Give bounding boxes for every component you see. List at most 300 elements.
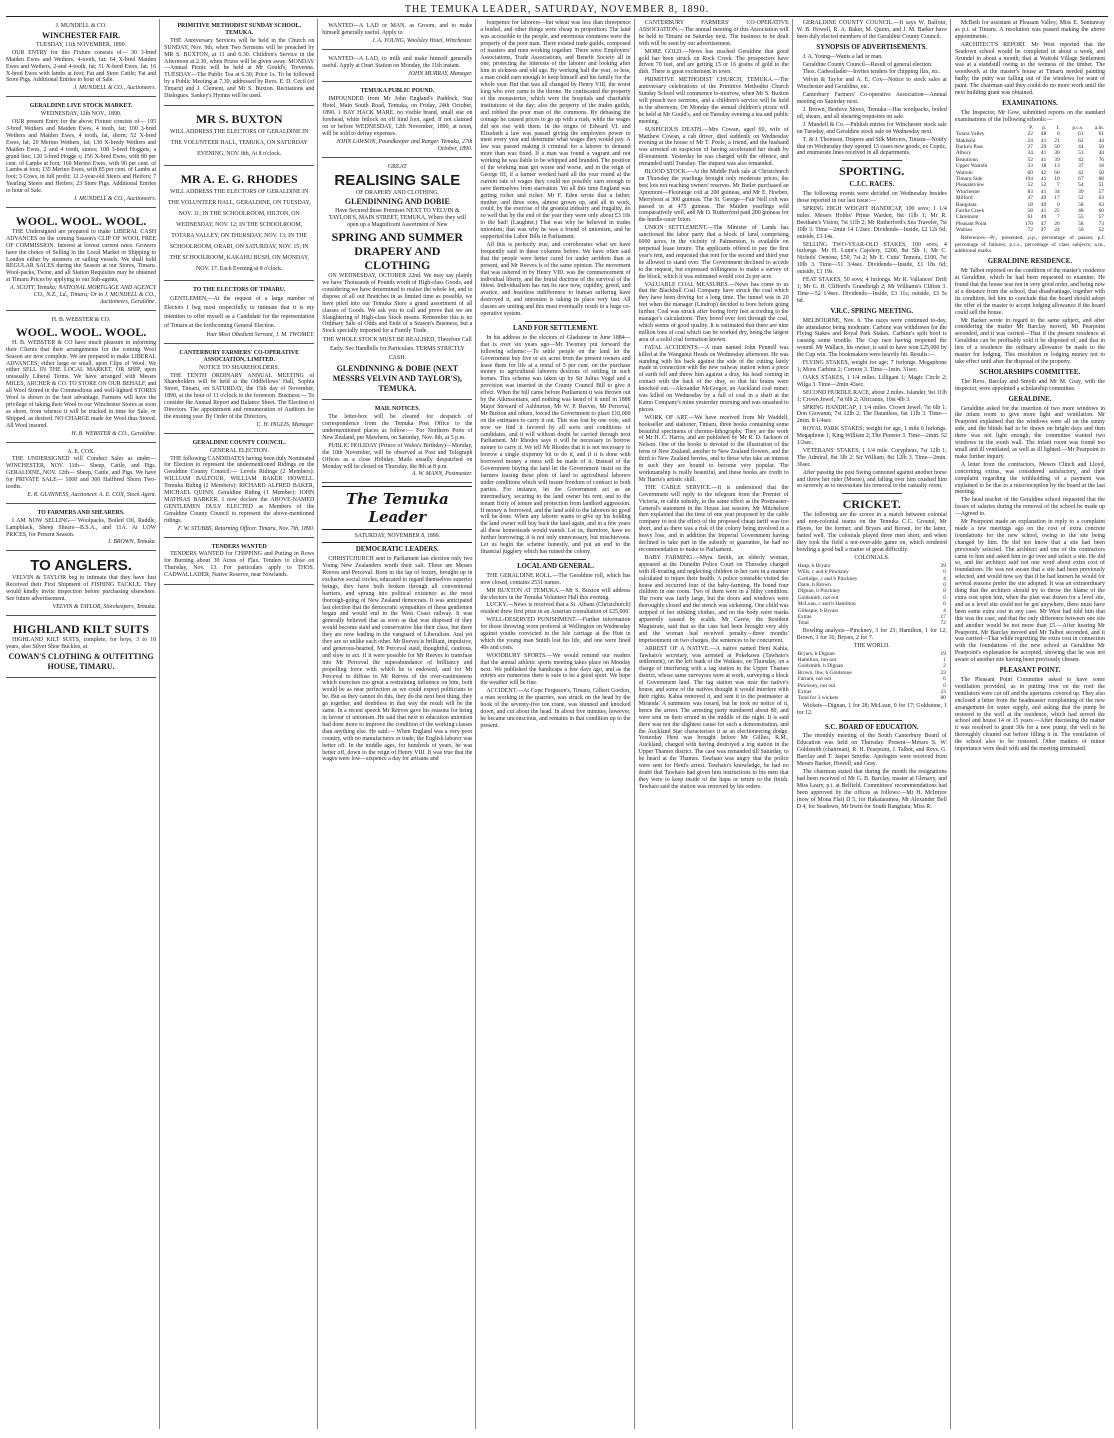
ad-county-council	[164, 436, 314, 538]
school-cell: Claremont	[955, 214, 979, 221]
news-item: WELL-DESERVED PUNISHMENT.—Further information for those throwing worn proferral at Wellington on Wednesday against youths convicted in the Isle carriage at the Hutt in which the young man Smith lost his life, and one were fined 40s and costs.	[480, 617, 631, 651]
score-cell: 57	[1098, 214, 1104, 221]
race-report: ROYAL PARK STAKES; weight for age, 1 mile 6 furlongs. Megaphone 1; King William 2; The Pioneer 3. Time—2min. 52 1/2sec.	[796, 426, 947, 447]
news-item: WOODBURY SPORTS.—We would remind our readers that the annual athletic sports meeting takes place on Monday next. We published the handicaps a few days ago, and as the entries are numerous there is sure to be a good sport. We hope the weather will be fine.	[480, 652, 631, 687]
score-cell: 58	[1078, 220, 1084, 227]
school-cell: Rangitata	[955, 201, 977, 208]
batsman-cell: Heap, b Bryars	[797, 562, 831, 569]
score-cell: 83	[1027, 188, 1033, 195]
ad-title: WINCHESTER FAIR.	[42, 30, 121, 40]
ad-body: WANTED—A LAD or MAN, as Groom, and to make himself generally useful. Apply to	[322, 23, 473, 36]
editorial-title: DEMOCRATIC LEADERS.	[355, 546, 439, 554]
news-item: ACCIDENT.—At Cope Ferguson's, Timaru, Gilbert Gordon, a man working in the quarries, was struck on the head by the hook of the seventy-five ton crane, was stunned and knocked down, and cut about the head. In about five minutes, however, he became unconscious, and remains in that condition up to the present.	[480, 688, 631, 729]
team-title: THE WORLD.	[853, 642, 890, 649]
exam-header-cell: a.m.	[1094, 124, 1104, 131]
news-item: CANTERBURY FARMERS' CO-OPERATIVE ASSOCIATION.—The annual meeting of this Association will be held in Timaru on Saturday next. The business to be dealt with will be seen by our advertisement.	[638, 20, 789, 47]
section-title: LAND FOR SETTLEMENT.	[512, 324, 599, 332]
section-body: The letter-box will be cleared for despatch of correspondence from the Temuka Post Office to the undermentioned places as follow:— For Northern Ports of New Zealand, per Mawhera, on Saturday, Nov. 8th, at 5 p.m.	[322, 414, 473, 441]
score-cell: 61	[1098, 131, 1104, 138]
race-report: OAKS STAKES, 1 1/4 miles. Lilligant 1; Magic Circle 2; Wilga 3. Time—2min 43sec.	[796, 374, 947, 388]
score-cell: 63	[1098, 195, 1104, 202]
section-title: PLEASANT POINT.	[999, 667, 1061, 675]
score-cell: 34	[1054, 188, 1060, 195]
columns	[6, 19, 1108, 1429]
score-cell: 33	[1027, 163, 1033, 170]
news-item: MR BUXTON AT TEMUKA.—Mr S. Buxton will address the electors in the Temuka Volunteer Hall this evening.	[480, 587, 631, 601]
runs-cell: 8	[943, 588, 946, 595]
article-body: The monthly meeting of the South Canterbury Board of Education was held on Thursday. Present—Messrs S. W. Goldsmith (chairman), R. H. Pearpoint, J. Talbot, and Revs. G. Barclay and T. Jasper Smythe. Apologies were received from Messrs Barker, Howell, and Gray.	[796, 733, 947, 768]
section-title: GERALDINE RESIDENCE.	[987, 258, 1073, 266]
ad-title-2: SPRING AND SUMMER DRAPERY AND CLOTHING	[331, 230, 464, 273]
runs-cell: 80	[940, 695, 946, 702]
ad-buxton	[164, 108, 314, 166]
divider	[842, 493, 902, 494]
score-cell: 47	[1040, 220, 1047, 227]
runs-cell: 0	[943, 569, 946, 576]
score-cell: 52	[1098, 227, 1104, 234]
score-cell: 49	[1040, 201, 1047, 208]
ad-title: REALISING SALE	[334, 171, 461, 189]
ad-firm: GLENDINNING AND DOBIE	[344, 197, 450, 207]
ad-title: TO THE ELECTORS OF TIMARU.	[192, 286, 286, 293]
ad-body: WILL ADDRESS THE ELECTORS OF GERALDINE IN THE VOLUNTEER HALL, TEMUKA, ON SATURDAY EVENING, NOV. 8th, At 8 o'clock.	[170, 128, 309, 157]
score-cell: 0	[1056, 131, 1060, 138]
batsman-cell: Total	[797, 620, 809, 627]
subsection-title: C.J.C. RACES.	[849, 181, 895, 189]
editorial-continued: All this is perfectly true, and corroborates what we have frequently said in these columns before. We have often said that the people were better cared for under serfdom than at present, and Mr Reeves is of the same opinion. The movement that was ushered in by Henry VIII. was the commencement of individual liberty, and the brutal doctrine of the survival of the fittest. Individualism has run its race now, cupidity, greed, and avarice, and heartless indifference to human suffering have destroyed it, and unionism is taking its place very fast. All classes are uniting and this must eventually result in a huge co-operative system.	[480, 242, 631, 318]
news-item: WORK OF ART.—We have received from Mr Waddell, bookseller and stationer, Timaru, three books containing some beautiful specimens of chromo-lithography. They are the work of Mr H. C. Harris, and are published by Mr R. D. Jackson of Nelson. One of the books is devoted to the illustration of the ferns of New Zealand, another to New Zealand flowers, and the third to New Zealand berries, and to those who take an interest in such they are bound to become very popular. The workmanship is really beautiful, and these books are credit to Mr Harris's artistic skill.	[638, 414, 789, 483]
bowling-analysis: Wickets—Dignan, 1 for 28; McLean, 0 for 17; Goldstone, 1 for 12.	[796, 702, 947, 716]
divider	[842, 720, 902, 721]
ad-public-pound	[322, 84, 472, 157]
score-cell: 42	[1040, 169, 1047, 176]
ad-title: HIGHLAND KILT SUITS	[13, 621, 150, 636]
score-cell: 27	[1027, 143, 1033, 150]
score-cell: 42	[1078, 156, 1084, 163]
ad-signature: GLENDINNING & DOBIE (NEXT MESSRS VELVIN AND TAYLOR'S), TEMUKA.	[332, 364, 462, 394]
ad-body-2: ON WEDNESDAY, OCTOBER 22nd. We may say plainly we have Thousands of Pounds worth of High-class Goods, and considering we have determined to realise the whole lot, and to dispose of all our Branches in as limited time as possible, we have piled into our Temuka Store a grand assortment of all classes of Goods. We ask you to call and prove that we are Slaughtering of High-class Stock means. Remember this is no Ordinary Sale of Odds and Ends of a Season's Business, but a Stock specially imported for a Family Trade.	[322, 273, 473, 335]
ad-electors-timaru	[164, 283, 314, 344]
score-cell: 57	[1098, 188, 1104, 195]
editorial-body: CHRISTCHURCH sent to Parliament last election only two Young New Zealanders worth their salt. These are Messrs Reeves and Perceval. Born in the lap of luxury, brought up in exclusive social circles, educated to regard themselves superior beings, they have both broken through all conventional barriers, and sprung into political existence as the most thorough-going of New Zealand democrats. It was anticipated last election that the democratic sympathies of these gentlemen began and would end in the West Coast railway. It was generally believed that as soon as that was disposed of they would become staid and conservative like their class, but there they are now leading in the vanguard of Liberalism. And yet they are so unlike each other. Mr Reeves is brilliant, impulsive, and generous-hearted, Mr Perceval staid, thoughtful, cautious, and slow to act. If it were possible for Mr Reeves to transfuse into Mr Perceval the superabundance of brilliancy and propelling force with which he is endowed, and for Mr Perceval to diffuse to Mr Reeves of the over-cautiousness which exercises too great a restraining influence on him, both would be as near perfection as we could expect politicians to be. But as they cannot do this, they do the next best thing, they go together, and doubtless in that way the result will be the same. In a recent speech Mr Reeves gave his reasons for being in favour of unionism. He said that next to education unionism had done more to improve the condition of the working classes than anything else. He said:— When England was a very poor country, with no manufactures or trade, the English laborer was better off. In the middle ages, for hundreds of years, he was better off, down to the reign of Henry VIII. It was true that the wages were low—sixpence a day for artisans and	[322, 556, 473, 763]
ad-signature: JOHN MURRAY, Manager.	[408, 70, 473, 77]
score-cell: 50	[1098, 143, 1104, 150]
score-cell: 41	[1040, 207, 1047, 214]
batsman-cell: Dignan, b Pinckney	[797, 588, 841, 595]
ad-kicker: GREAT	[387, 163, 407, 170]
ad-title: TEMUKA PUBLIC POUND.	[360, 88, 435, 95]
score-cell: 18	[1040, 163, 1047, 170]
runs-cell: 4	[943, 607, 946, 614]
exam-note: References—Pr., presented; p.p., percentage of passes; p.f. percentage of failures; p.c.s., percentage of class subjects; a.m., additional marks.	[954, 234, 1105, 255]
ad-subtitle: GENERAL ELECTION.	[209, 447, 269, 454]
exam-table	[955, 125, 1105, 234]
score-cell: 47	[1027, 195, 1033, 202]
race-report: SPRING HANDICAP, 1 1/4 miles. Crown Jewel, 7st 6lb 1; Don Giovanni, 7st 12lb 2; The Dauntless, 6st 11lb 3. Time—2min. 8 1/4sec.	[796, 404, 947, 425]
score-cell: 41	[1040, 156, 1047, 163]
school-cell: Timaru Side	[955, 175, 983, 182]
synopsis-item: J. Mundell & Co.—Publish entries for Winchester stock sale on Tuesday, and Geraldine stock sale on Wednesday next.	[796, 121, 947, 135]
synopsis-item: Velvin & Taylor and A. E. Cox—Notice to stock sales at Winchester and Geraldine, etc.	[796, 77, 947, 91]
score-cell: 49	[1040, 214, 1047, 221]
ad-signature: JOHN LAWSON, Poundkeeper and Ranger. Temuka, 27th October, 1890.	[336, 138, 473, 152]
ad-wanted-lad	[322, 52, 472, 83]
batsman-cell: Extras	[797, 613, 812, 620]
batsman-cell: Total for 3 wickets	[797, 695, 839, 702]
score-cell: 39	[1078, 188, 1084, 195]
section-title: EXAMINATIONS.	[1002, 99, 1058, 107]
score-cell: 63	[1098, 201, 1104, 208]
paper-nameplate: The Temuka Leader	[322, 486, 472, 530]
column-7	[955, 19, 1108, 1429]
article-body: Mr Barker wrote in regard to the same subject, and after considering the matter Mr Barclay moved, Mr Pearpoint seconded, and it was carried—That if the present residence at Geraldine can be profitably sold it be disposed of, and that in lieu of a residence the ordinary allowance be made to the master for lodging. This resolution re lodging money not to take effect until after the disposal of the property.	[954, 317, 1105, 365]
batsman-cell: Hamilton, run out	[797, 656, 837, 663]
school-cell: Burke's Pass	[955, 143, 984, 150]
batsman-cell: McLean, c and b Hamilton	[797, 601, 856, 608]
news-item: THE CABLE SERVICE.—It is understood that the Government will reply to the telegram from the Premier of Victoria, re cable subsidy, to the same effect as the Postmaster-General's statement in the House last session. Mr Mitchelson then explained that the time of one year proposed by the cable company to test the effect of the proposed cheap tariff was too short, and as there was a risk of the colony being involved in a heavy loss, and in addition the Imperial Government having declined to take part in the subsidy or guarantee, he had no recommendation to make to Parliament.	[638, 484, 789, 553]
batsman-cell: Goldsmith, not out	[797, 594, 839, 601]
column-3	[322, 19, 476, 1429]
ad-winchester-fair	[6, 19, 156, 97]
score-cell: 24	[1027, 137, 1033, 144]
score-cell: 18	[1098, 163, 1104, 170]
news-item: ARREST OF A NATIVE.—A native named Heni Kahia, Tawhaio's secretary, was arrested at Pokekawa (Tawhaio's settlement), on the left bank of the Waikato, on Thursday, on a charge of interfering with a tag station in the Upper Thames district, whose same surveyors were at work, surveying a block of Government land. The tag station was near the native's house, and some of the natives thought it would interfere with their rights. Kahia removed it, and sent it to the postmaster at Miranda. A summons was issued, but he took no notice of it, hence the arrest. The arresting party numbered about 80, and were sent on their errand in the middle of the night. It is said there was not the slightest cause for such a demonstration, and the Auckland Star characterises it as an electioneering dodge. Yesterday Heni was brought before Mr Gillies, R.M., Auckland, charged with having destroyed a trig station in the Upper Thames district. The case was remanded till Saturday, to be heard at the Thames. Tawhaio was angry that the police were sent for Heni's arrest. Tawhaio's knowledge, he had no doubt that Tawhaio had given him instructions to his men that they were to keep inside of the hapu or return to the finish. Tawhaio said the station was removed by his orders.	[638, 645, 789, 790]
batsman-cell: Gillespie, b Bryars	[797, 607, 839, 614]
ad-body: TENDERS WANTED for CHIPPING and Putting in Rows for Burning about 30 Acres of Flax. Tenders to close on Thursday, Nov. 13. For particulars apply to THOS. CADWALLADER, Native Reserve, near Nowlands.	[164, 551, 315, 579]
score-cell: 194	[1024, 175, 1033, 182]
ad-signature: A. SCOTT, Temuka; NATIONAL MORTGAGE AND AGENCY CO., N.Z., Ld., Timaru; Or to J. MUNDELL & CO., Auctioneers, Geraldine.	[10, 285, 157, 305]
ad-subtitle: OF DRAPERY AND CLOTHING.	[355, 189, 439, 196]
score-cell: 17	[1054, 195, 1060, 202]
exam-row	[955, 131, 1105, 137]
score-cell: 60	[1027, 169, 1033, 176]
score-cell: 13	[1054, 163, 1060, 170]
score-cell: 52	[1027, 182, 1033, 189]
scorecard-colonials	[797, 563, 947, 627]
column-5	[639, 19, 793, 1429]
news-item: THE GERALDINE ROLL.—The Geraldine roll, which has now closed, contains 2531 names.	[480, 572, 631, 586]
paper-dateline: SATURDAY, NOVEMBER 8, 1890.	[322, 533, 472, 543]
ad-body: THE UNDERSIGNED will Conduct Sales as under— WINCHESTER, NOV. 11th— Sheep, Cattle, and Pigs. GERALDINE, NOV. 12th— Sheep, Cattle, and Pigs. We have for PRIVATE SALE— 1000 and 300 Halfbred Shorn Two-tooths.	[6, 456, 157, 491]
ad-geraldine-live-stock	[6, 99, 156, 208]
ad-body: THE TENTH ORDINARY ANNUAL MEETING of Shareholders will be held at the Oddfellows' Hall, Sophia Street, Timaru, on SATURDAY, the 15th day of November, 1890, at the hour of 11 o'clock in the forenoon. Business:— To consider the Annual Report and Balance Sheet. The Election of Directors. The appointment and remuneration of Auditors for the ensuing year. By Order of the Directors,	[164, 372, 315, 420]
school-cell: Beautioun	[955, 156, 979, 163]
article-body: Mr Talbot reported on the condition of the master's residence at Geraldine, which he had been requested to examine. He found that the house was not in very good order, and being now at a distance from the school, that disadvantage, together with its condition, led him to conclude that the board should adopt the offer of the master to accept lodging allowance if the board could sell the house.	[954, 268, 1105, 316]
score-cell: 41	[1040, 175, 1047, 182]
ad-farmers-coop	[164, 346, 314, 434]
cricket-intro: The following are the scores in a match between colonial and non-colonial teams on the Temuka C.C. Ground, Mr Hayes, for the former, and Bryars and Brown, for the latter, batted well. The colonials played three men short, and when they took the field a not-over-able game on, which rendered bowling a good ball a matter of great difficulty.	[796, 512, 947, 553]
runs-cell: 0	[943, 581, 946, 588]
ad-body: HIGHLAND KILT SUITS, complete, for boys, 3 to 10 years, also Silver Shoe Buckles, at	[6, 636, 157, 650]
ad-signature: COWAN'S CLOTHING & OUTFITTING HOUSE, TIMARU.	[8, 651, 154, 671]
column-4	[480, 19, 634, 1429]
score-cell: 52	[1040, 182, 1047, 189]
score-cell: 72	[1027, 227, 1033, 234]
article-body: The Inspector, Mr Gow, submitted reports on the standard examinations of the following schools:—	[954, 109, 1105, 123]
news-item: GERALDINE COUNTY COUNCIL.—It says W. Balfour, W. B. Howell, R. A. Baker, M. Quinn, and J. M. Barker have been duly elected members of the Geraldine County Council.	[796, 20, 947, 40]
race-report: The following events were decided on Wednesday besides those reported in our last issue:—	[796, 191, 947, 205]
school-cell: Waihao	[955, 227, 973, 234]
section-signature: A. W. MANN, Postmaster.	[411, 471, 473, 478]
newspaper-page	[6, 4, 1108, 1430]
article-body: ARCHITECT'S REPORT. Mr West reported that the Seadown school would be completed in about a week, and Arundel in about a month; that at Waitohi Village Settlement was at a standstill owing to the wetness of the timber. The woodwork at the master's house at Timaru needed painting badly; the putty was falling out of the windows for want of paint. The chairman said they could do no more work until the next building grant was obtained.	[954, 41, 1105, 97]
ad-title: GERALDINE LIVE STOCK MARKET.	[29, 103, 133, 110]
score-cell: 44	[1098, 150, 1104, 157]
mail-notices	[322, 402, 472, 483]
score-cell: 48	[1078, 207, 1084, 214]
news-item: SUSPICIOUS DEATH.—Mrs Cowan, aged 60, wife of Matthew Cowan, a cab driver, died suddenly on Wednesday evening at the house of Mr T. Poole, a friend, and the husband was arrested on suspicion of having accelerated her death by ill-treatment. Yesterday he was charged with the offence, and remanded until Tuesday. The inquest was also remanded.	[638, 126, 789, 168]
article-body: In his address to the electors of Gladstone in June 1884—that is over six years ago—Mr Twomey put forward the following scheme:—To settle people on the land let the Government buy five or six acres from the present owners and lease them for life at a rental of 5 per cent. on the purchase money to agricultural laborers desirous of settling in such homes. This scheme was taken up by Sir Julius Vogel and a provision was inserted in the County Council Bill to give it effect. When the bill came before Parliament it was thrown out by the Atkinsonians, and nothing was heard of it until in 1888 Major Steward of Ashburton, Mr W. P. Reeves, Mr Perceval, Mr Buxton and others, forced the Government to place £10,000 on the estimates to carry it out. This was lost by one vote, and now we find it favored by all sorts and conditions of candidates, and it will without doubt be carried through next Parliament. Mr Rhodes says it will be necessary to borrow money to carry it. We tell Mr Rhodes that it is not necessary to borrow a single sixpenny bit to do it, and if it is done with borrowed money a mess will be made of it. Instead of the Government buying the land let the Government insist on the farmers leasing these plots of land to agricultural laborers under conditions which will insure freedom of contract to both parties. For instance, let the Government act as an intermediary, securing to the land owner his rent, and to the tenant fixity of tenure and protection from landlord aggression. If money is borrowed, and the land sold to the laborers no good will be done. When any laborer wants to give up his holding the land owner will buy back the land again, and in a few years all these homesteads would vanish. Let us, therefore, have no further borrowing; it is not only unnecessary, but mischievous. Let us begin the scheme honestly, and put an end to the financial jugglery which has ruined the colony.	[480, 334, 631, 555]
batsman-cell: Wills, c and b Pinckney	[797, 569, 849, 576]
news-item: FATAL ACCIDENTS.—A man named John Pennell was killed at the Wanganui Heads on Wednesday afternoon. He was standing with his back against the side of the cutting lately made in connection with the new railway station when a piece of earth fell and threw him against a dray, his head coming in contact with the back of the dray, so that his brains were knocked out.—Alexander McGregor, an Auckland coal miner, was killed on Wednesday by a fall of coal in a shaft at the Kamo Company's mine yesterday morning and was smashed to pieces.	[638, 344, 789, 413]
runs-cell: 23	[940, 688, 946, 695]
column-1	[6, 19, 160, 1429]
score-cell: 50	[1098, 169, 1104, 176]
school-cell: Totara Valley	[955, 131, 985, 138]
score-cell: 24	[1054, 227, 1060, 234]
exam-row	[955, 163, 1105, 169]
scorecard-world	[797, 651, 947, 702]
runs-cell: 0	[943, 594, 946, 601]
ad-farmers-shearers	[6, 506, 156, 552]
team-title: COLONIALS.	[854, 554, 890, 561]
school-cell: Winchester	[955, 188, 981, 195]
synopsis-item: J. Brown, Beehive Stores, Temuka—Has woolpacks, boiled oil, shears, and all shearing requisites on sale.	[796, 106, 947, 120]
score-cell: 21	[1054, 137, 1060, 144]
race-report: FLYING STAKES, weight for age; 7 furlongs. Megaphone 1; Mons Carbine 2; Correze 3. Time—1min. 31sec.	[796, 360, 947, 373]
school-cell: Waitohi	[955, 169, 973, 176]
ad-title: TO FARMERS AND SHEARERS.	[37, 509, 125, 516]
ad-signature: H. B. WEBSTER & CO., Geraldine.	[71, 430, 157, 437]
ad-title: TO ANGLERS.	[30, 557, 132, 575]
school-cell: Fairlie Creek	[955, 207, 985, 214]
ad-signature: Your Most Obedient Servant, J. M. TWOMEY.	[206, 331, 315, 338]
score-cell: 42	[1078, 169, 1084, 176]
column-6	[797, 19, 951, 1429]
article-body: The Revs. Barclay and Smyth and Mr M. Gray, with the inspector, were appointed a scholarship committee.	[954, 378, 1105, 392]
ad-body: VELVIN & TAYLOR beg to intimate that they have Just Received their First Shipment of FISHING TACKLE. They would kindly invite inspection before purchasing elsewhere. See future advertisement.	[6, 575, 157, 603]
race-report: VETERANS' STAKES, 1 1/4 mile. Corypheus, 7st 12lb 1; The Admiral, 8st 3lb 2; Sir William, 8st 12lb 3. Time—2min. 36sec.	[796, 447, 947, 468]
divider	[525, 321, 585, 322]
ad-title: WOOL. WOOL. WOOL.	[15, 213, 147, 228]
batsman-cell: Bryars, b Dignan	[797, 650, 835, 657]
ad-signature: E. R. GUINNESS, Auctioneer. A. E. COX, Stock Agent.	[27, 491, 157, 498]
ad-wanted-groom	[322, 19, 472, 50]
school-cell: Makikihi	[955, 137, 976, 144]
article-body: Geraldine asked for the insertion of two more windows in the infant room to give more light and ventilation. Mr Pearpoint explained that the windows were all on the sunny side, and the blinds had to be drawn on bright days and then there was not light enough; the committee wanted two windows in the south wall. The infant room was found too small and ill ventilated, as well as ill lighted.—Mr Pearpoint to make further inquiry.	[954, 405, 1105, 460]
ad-body: THE Undersigned are prepared to make LIBERAL CASH ADVANCES on the coming Season's CLIP OF WOOL FREE OF COMMISSION. Interest at lowest current rates. Growers have the choice of Selling in the Local Market or Shipping to London either by steamers or sailing vessels. We shall hold REGULAR SALES during the Season at our Stores, Timaru. Wool-packs, Twine, and all Station Requisites may be obtained at Timaru Prices by applying to our Sub-agents,	[6, 228, 157, 284]
ad-wool-webster	[6, 313, 156, 443]
ad-body: OUR present Entry for the above Fixture consists of— 195 3-bred Wethers and Maiden Ewes, 4 tooth, fat; 100 3-bred Wethers and Maiden Ewes, 4 tooth, fat, shorn; 52 X-bred Ewes, fat; 20 Merino Wethers, fat; 130 X-bredy Wethers and Maiden Ewes, 2 and 4 tooth, stores; 108 3-bred Hoggets, a grand line; 120 3-bred Hogge s; 156 X-bred Ewes, with 80 per cent. of Lambs at foot; 160 Merino Ewes, with 90 per cent. of Lambs at foot; 135 Merino Ewes, with 85 per cent. of Lambs at foot; 3 Cows, in full profit; 12 2-year-old Steers and Heifers; 7 Yearling Steers and Heifers; 23 Store Pigs. Additional Entries to hour of Sale.	[6, 119, 157, 195]
news-item: BABY FARMING.—Myra Smith, an elderly woman, appeared at the Dunedin Police Court on Thursday charged with ill-treating and neglecting children in her care in a manner calculated to injure their health. A police constable visited the house and occurred four of the baby-farming. He found four children in one room. Two of them were in a filthy condition. The room was fairly large, but the doors and windows were thoroughly closed and the stench was sickening. One child was stripped of her stinking clothes, and on the body were marks apparently caused by scalds. Mr Carew, the Resident Magistrate, said that as the case had been brought very ably and the woman had received penalty—three months' imprisonment on two charges, the sentences to be concurrent.	[638, 554, 789, 644]
score-cell: 7	[1056, 182, 1060, 189]
score-cell: 58	[1078, 201, 1084, 208]
score-cell: 25	[1054, 207, 1060, 214]
ad-head: H. B. WEBSTER & CO.	[51, 316, 111, 323]
bowling-analysis: Bowling analysis—Pinckney, 3 for 23; Hamilton, 1 for 12; Brown, 1 for 16; Bryars, 2 for 7.	[796, 627, 947, 641]
ad-subtitle: NOTICE TO SHAREHOLDERS.	[199, 364, 280, 371]
section-title: S.C. BOARD OF EDUCATION.	[824, 723, 919, 731]
synopsis-item: Geraldine County Council—Result of general election.	[802, 61, 933, 68]
news-item: MORE GOLD.—News has reached Geraldine that good gold has been struck on Rock Creek. The prospectors have driven 70 feet, and are getting 15 or 16 grains of gold to the dish. There is great excitement in town.	[638, 48, 789, 76]
exam-row	[955, 182, 1105, 188]
runs-cell: 19	[940, 650, 946, 657]
race-report: After passing the post Swing cannoned against another horse and threw her rider (Moore), and falling over him crushed him so severely as to necessitate his removal to the casualty room.	[796, 469, 947, 490]
exam-header-cell: p.c.s.	[1072, 124, 1084, 131]
ad-signature: VELVIN & TAYLOR, Storekeepers, Temuka.	[52, 604, 157, 610]
news-item: LUCKY.—News is received that a St. Albans (Christchurch) resident drew first prize in an Austrian consultation of £25,000.	[480, 602, 631, 616]
article-body: The chairman stated that during the month the resignations had been received of Mr G. B. Barclay, master at Glenavy, and Miss Leary, p.t. at Belfield. Committees' recommendations had been approved by the offices as follows:—Mr H. McIntyre (now of Mona Flat) D 5, for Hakataramea, Mr Alexander Bell D 4, for Seadown, Mr Irwin for South Rangitata; Miss R.	[796, 769, 947, 810]
scorecard-row	[797, 620, 947, 626]
ad-notice: THE WHOLE STOCK MUST BE REALISED, Therefore Call Early. See Handbills for Particulars. TERMS STRICTLY CASH.	[322, 337, 472, 362]
score-cell: 53	[1078, 150, 1084, 157]
ad-title: TENDERS WANTED	[211, 543, 267, 550]
ad-anglers	[6, 553, 156, 616]
section-body-2: PUBLIC HOLIDAY (Prince of Wales's Birthday)—Monday, the 10th November, will be observed at Post and Telegraph Offices as a close Holiday. Mails usually despatched on Monday will be closed on Thursday, the 8th at 8 p.m.	[322, 442, 473, 470]
ad-head: J. MUNDELL & CO.	[55, 23, 107, 29]
ad-body: WANTED—A LAD, to milk and make himself generally useful. Apply at Orari Station on Monday, the 11th instant.	[322, 55, 473, 69]
ad-body: GENTLEMEN,—At the request of a large number of Electors I beg most respectfully to intimate that it is my intention to offer myself as a Candidate for the representation of Timaru at the forthcoming General Election.	[164, 295, 315, 329]
section-title: LOCAL AND GENERAL.	[517, 562, 594, 570]
score-cell: 55	[1078, 214, 1084, 221]
ad-signature: J. BROWN, Temuka.	[107, 539, 157, 546]
ad-title: MR A. E. G. RHODES	[180, 171, 298, 186]
score-cell: 18	[1027, 201, 1033, 208]
race-report: MELBOURNE, Nov. 6. The races were continued to-day, the attendance being moderate. Carbine was withdrawn for the Flying Stakes and Royal Park Stakes. Carbine's split hoof is causing some trouble. The Cup race having reopened the wound. Mr Wallace, his owner, is said to have won £25,000 by the Cup win. The bookmakers were heavily hit. Results:—	[796, 317, 947, 359]
score-cell: 60	[1054, 169, 1060, 176]
score-cell: 54	[1078, 182, 1084, 189]
ad-cox	[6, 445, 156, 504]
synopsis-item: T. & J. Thomson, Drapers and Silk Mercers, Timaru—Notify that on Wednesday they opened 13 cases new goods, ex Coptic, and enumerate lines received in all departments.	[796, 136, 947, 157]
race-report: FEAT STAKES, 50 sovs; 4 furlongs. Mr R. Vallances' Drift 1; Mr G. H. Clifford's Grandleigh 2; Mr Williams's Clifton 3. Time—52 1/4sec. Dividends—Inside, £3 11s; outside, £3 5s 6d.	[796, 277, 947, 304]
ad-title: MR S. BUXTON	[195, 111, 283, 126]
synopsis-item: Canterbury Farmers' Co-operative Association—Annual meeting on Saturday next.	[796, 92, 947, 106]
ad-body: WILL ADDRESS THE ELECTORS OF GERALDINE IN THE VOLUNTEER HALL, GERALDINE, ON TUESDAY, NOV. 11; IN THE SCHOOLROOM, HILTON, ON WEDNESDAY, NOV. 12; IN THE SCHOOLROOM, TOTARA VALLEY, ON THURSDAY, NOV. 13; IN THE SCHOOLROOM, ORARI, ON SATURDAY, NOV. 15; IN THE SCHOOLROOM, KAKAHU BUSH, ON MONDAY, NOV. 17. Each Evening at 8 o'clock.	[167, 188, 311, 272]
batsman-cell: Pinckney, not out	[797, 682, 836, 689]
section-title: MAIL NOTICES.	[374, 406, 420, 413]
runs-cell: 39	[940, 562, 946, 569]
section-title: SPORTING.	[839, 164, 905, 179]
race-report: SPRING HIGH WEIGHT HANDICAP, 100 sovs; 1 1/4 miles. Messrs Hobbs' Prime Warden, 8st 11lb 1; Mr R. Beetham's Vision, 7st 11lb 2; Mr Rutherford's Sea Traveler, 7st 10lb 3. Time—2min 14 1/2sec. Dividends—Inside, £2 12s 6d; outside, £3 14s.	[796, 206, 947, 240]
runs-cell: 23	[940, 669, 946, 676]
ad-head: A. E. COX.	[67, 448, 95, 455]
batsman-cell: Brown, lbw, b Goldstone	[797, 669, 852, 676]
news-item: VALUABLE COAL MEASURES.—News has come to us that the Blackball Coal Company have struck the coal which they have been driving for a long time. The tunnel was in 20 feet when the manager (Lindrop) decided to bore before going further. Coal was struck after boring forty feet according to the manager's calculations. They bored over feet through the coal, which seems of good quality. It is estimated that there are nine million tons of coal which can be worked dry, being the largest area of a solid coal formation known.	[638, 281, 789, 343]
exam-header-cell: P.	[1029, 124, 1033, 131]
score-cell: 50	[1078, 227, 1084, 234]
score-cell: 50	[1054, 143, 1060, 150]
race-report: SECOND HURDLE RACE, about 2 miles. Islander, 9st 11lb 1; Crown Jewel, 7st 6lb 2; Africanus, 10st 4lb 3.	[796, 389, 947, 403]
score-cell: 0	[1056, 201, 1060, 208]
score-cell: 170	[1024, 220, 1033, 227]
score-cell: 41	[1040, 188, 1047, 195]
runs-cell: 72	[940, 620, 946, 627]
ad-signature: C. H. INGLIS, Manager.	[256, 421, 315, 428]
runs-cell: 6	[943, 676, 946, 683]
score-cell: 73	[1098, 220, 1104, 227]
score-cell: 67	[1078, 175, 1084, 182]
score-cell: 34	[1027, 150, 1033, 157]
score-cell: 68	[1098, 175, 1104, 182]
ad-title: CANTERBURY FARMERS' CO-OPERATIVE ASSOCIATION, LIMITED.	[179, 349, 300, 363]
batsman-cell: Farrant, not out	[797, 676, 832, 683]
ad-signature: J. MUNDELL & CO., Auctioneers.	[73, 196, 157, 203]
score-cell: 76	[1098, 156, 1104, 163]
ad-body: I AM NOW SELLING— Woolpacks, Boiled Oil, Raddle, Lampblack, Sheep Shears—B.S.A., and 11A. At LOW PRICES, for Present Season.	[6, 517, 157, 538]
subsection-title: V.R.C. SPRING MEETING.	[830, 307, 914, 315]
school-cell: Pleasant Point	[955, 220, 987, 227]
synopsis-item: Thos. Cadwallader—Invites tenders for chipping flax, etc.	[802, 69, 940, 76]
article-body: McBeth for assistant at Pleasant Valley; Miss E. Sunnaway as p.t. at Timaru. A resolution was passed making the above appointments.	[954, 20, 1105, 40]
ad-tenders	[164, 540, 314, 586]
ad-title: WOOL. WOOL. WOOL.	[15, 324, 147, 339]
score-cell: 26	[1054, 220, 1060, 227]
score-cell: 62	[1078, 137, 1084, 144]
article-body: Mr Pearpoint made an explanation in reply to a complaint made a few meetings ago on the cost of extra concrete foundations for the new school, owing to the site being changed by him. He did not know that a site had been previously selected. The architect and one of the contractors came to him and asked him to go over and select a site. He did so, and the architect said not one word about extra cost of foundations. He was not aware that a site had been previously selected, and would now say that if he had known he would for several reasons prefer the site adopted. It was an extraordinary thing that the architect should try to throw the blame of the extra cost upon him, when the plan was drawn for a level site, and as a level site could not be got anywhere, there must have been some extra cost in any case. Mr West had told him that this was the case, and that the only difference between one site and another would be not more than £5.—After hearing Mr Pearpoint, Mr Barclay moved and Mr Talbot seconded, and it was carried—That while regretting the extra cost in connection with the foundations of the new school at Geraldine Mr Pearpoint's explanation be accepted, showing that he was not aware of another site having been previously chosen.	[954, 519, 1105, 664]
ad-body: OUR ENTRY for this Fixture consists of— 30 3-bred Maiden Ewes and Wethers, 4-tooth, fat; 64 X-bred Maiden Ewes and Wethers, 2-and 4-tooth, fat; 51 X-bred Ewes, fat; 16 X-bred Ewes with lambs at foot; Fat and Store Cattle; Fat and Store Pigs. Additional Entries to hour of Sale.	[6, 49, 157, 84]
masthead: THE TEMUKA LEADER, SATURDAY, NOVEMBER 8, 1890.	[6, 4, 1108, 17]
score-cell: 58	[1027, 207, 1033, 214]
score-cell: 37	[1078, 163, 1084, 170]
score-cell: 61	[1027, 214, 1033, 221]
school-cell: Milford	[955, 195, 973, 202]
ad-signature: J. A. YOUNG, Woolsley Hotel, Winchester.	[371, 37, 473, 44]
ad-body: IMPOUNDED from Mr John England's Paddock, Star Hotel, Main South Road, Temuka, on Friday, 24th October, 1890, 1 BAY HACK MARE, no visible brand, small star on forehead, white fetlock on off hind foot, aged. If not claimed on or before WEDNESDAY, 12th November, 1890, at noon, will be sold to defray expenses.	[322, 96, 473, 137]
runs-cell: 6	[943, 601, 946, 608]
ad-rhodes	[164, 168, 314, 281]
score-cell: 22	[1027, 131, 1033, 138]
score-cell: 52	[1027, 156, 1033, 163]
batsman-cell: Extras	[797, 688, 812, 695]
exam-row	[955, 214, 1105, 220]
batsman-cell: Dann, b Brown	[797, 581, 831, 588]
exam-header-cell: f.	[1056, 124, 1060, 131]
score-cell: 47	[1040, 227, 1047, 234]
score-cell: 39	[1054, 156, 1060, 163]
score-cell: 60	[1098, 207, 1104, 214]
news-item: UNION SETTLEMENT.—The Minister of Lands has sanctioned the labor party that a block of land, comprising 6000 acres, in the vicinity of Palmerston, is available on perpetual lease tenure. The applicants offered to pay the first year's rent, and requested that rent for the second and third year be allowed to stand over. The Government declined to accede to the request, but expressed willingness to make a survey of the block, which it was estimated would cost 2s per acre.	[638, 225, 789, 280]
section-title: SCHOLARSHIPS COMMITTEE.	[979, 368, 1081, 376]
school-cell: Albury	[955, 150, 972, 157]
ad-body: Have Secured those Premises NEXT TO VELVIN & TAYLOR'S, MAIN STREET, TEMUKA, Where they will open up a Magnificent Assortment of New	[328, 208, 467, 229]
ad-body: THE following CANDIDATES having been duly Nominated for Election to represent the undermentioned Ridings on the Geraldine County Council:— Levels Ridings (2 Members): WILLIAM BALFOUR, WILLIAM BAKER HOWELL. Temuka Riding (2 Members): RICHARD ALFRED BAKER, MICHAEL QUINN. Geraldine Riding (1 Member): JOHN MATHIAS BARKER. I now declare the ABOVE-NAMED GENTLEMEN DULY ELECTED as Members of the Geraldine County Council to represent the above-mentioned ridings.	[164, 455, 315, 524]
news-item: BLOOD STOCK.—At the Middle Park sale at Christchurch on Thursday the yearlings brought only moderate prices, the best lots not reaching owners' reserves. Mr Butler purchased an Apremont—Fleurange colt at 200 guineas, and Mr E. Hoeben, Merryboat at 300 guineas. The St. George—Fair Nell colt was passed in at 475 guineas. The Maiden yearlings sold comparatively well, and Mr D. Rutherford paid 200 guineas for the hurdle-racer Ixion.	[638, 169, 789, 224]
column-2	[164, 19, 318, 1429]
ad-subtitle: WEDNESDAY, 12th NOV., 1890.	[40, 111, 122, 118]
score-cell: 7	[1056, 214, 1060, 221]
score-cell: 61	[1078, 131, 1084, 138]
runs-cell: 2	[943, 663, 946, 670]
score-cell: 29	[1040, 143, 1047, 150]
section-title: GERALDINE.	[1008, 395, 1052, 403]
score-cell: 30	[1054, 150, 1060, 157]
school-cell: Pleasantview	[955, 182, 985, 189]
editorial-continued: fourpence for laborers—but wheat was less than threepence a bushel, and other things were cheap in proportion. The land was accessible to the people, and enormous commons were the property of the poor man. There existed trade guilds, composed of masters and men working together. There were Employers' Associations, Trade Associations, and Benefit Society all in one, protecting the interests of the laborer and looking after him in sickness and old age. By working half the year, or less, a man could earn enough to keep himself and his family for the whole year. But that was all changed by Henry VIII, the worst king who ever came to the throne. He confiscated the property of the monasteries, which were the hospitals and charitable institutions of the day; also the property of the trades guilds, and robbed the poor man of the commons. By debasing the coinage he caused prices to go up with a rush, while the wages did not rise with them. In the reigns of Edward VI. and Elizabeth a law was passed giving the employers power to meet every year and determine what wages they would pay. A law was passed making it criminal for a laborer to demand more than was fixed. If a man was found a vagrant and not working he was liable to be whipped and branded. The position of the working man got worse and worse, and in the reign of George III, if a farmer worked hard all the year round at the current rate of wages they could not possibly earn enough to save themselves from starvation. Yet all this time England was getting richer and richer. Mr F. Eden wrote that a father, mother, and three sons, almost grown up, and all in work, could, by the exercise of the greatest industry and frugality, do so well that by the end of the year they were only about £3 10s to the bad! (Laughter.) That was why he believed in trades unionism; that was why he was a friend of unionism, and he supported the Labor Bills in Parliament.	[480, 20, 631, 241]
exam-row	[955, 227, 1105, 233]
ad-title: GERALDINE COUNTY COUNCIL.	[192, 439, 286, 446]
ad-signature: F. W. STUBBS, Returning Officer. Timaru, Nov. 7th, 1890.	[177, 525, 315, 532]
news-item: PRIMITIVE METHODIST CHURCH, TEMUKA.—The anniversary celebrations of the Primitive Methodist Church Sunday School will commence to-morrow, when Mr S. Buxton will preach two sermons, and a children's service will be held in the afternoon. On Monday the annual children's picnic will be held at Mr Gould's, and on Tuesday evening a tea and public meeting.	[638, 77, 789, 125]
ad-signature: J. MUNDELL & CO., Auctioneers.	[73, 85, 157, 92]
runs-cell: 4	[943, 575, 946, 582]
score-cell: 41	[1040, 137, 1047, 144]
school-cell: Upper Waitohi	[955, 163, 988, 170]
ad-realising-sale	[322, 160, 472, 401]
ad-wool-mundell	[6, 210, 156, 311]
ad-body: H. B. WEBSTER & CO have much pleasure in informing their Clients that their arrangements for the coming Wool Season are now complete. We are prepared to make LIBERAL ADVANCES, either large or small, upon Clips of Wool. We either SELL IN THE LOCAL MARKET, OR SHIP, upon unusually Liberal Terms. We have arranged with Messrs MILES, ARCHER & CO. TO STORE ON OUR BEHALF, and all Wool Stored in the Commodious and well-lighted STORES Wool is shown to the best advantage. Farmers will have the privilege of taking their Wool to our Winchester Stores as soon as shorn, from whence it will be trucked in time for Sale, or Shipped, as desired. NO CHARGE made for Wool thus Stored. All Wool insured.	[6, 339, 157, 429]
race-report: SELLING TWO-YEAR-OLD STAKES, 100 sovs; 4 furlongs. Mr H. Lunn's Cajolery, £200, 8st 5lb 1; Mr C. Nichols' Oenone, £50, 7st 2; Mr E. Cutts' Temora, £100, 7st 10lb 3. Time—51 3/4sec. Dividends—Inside, £1 18s 6d; outside, £1 19s.	[796, 241, 947, 276]
article-body: The head teacher of the Geraldine school requested that the losses of salaries during the removal of the school be made up—Agreed to.	[954, 497, 1105, 518]
